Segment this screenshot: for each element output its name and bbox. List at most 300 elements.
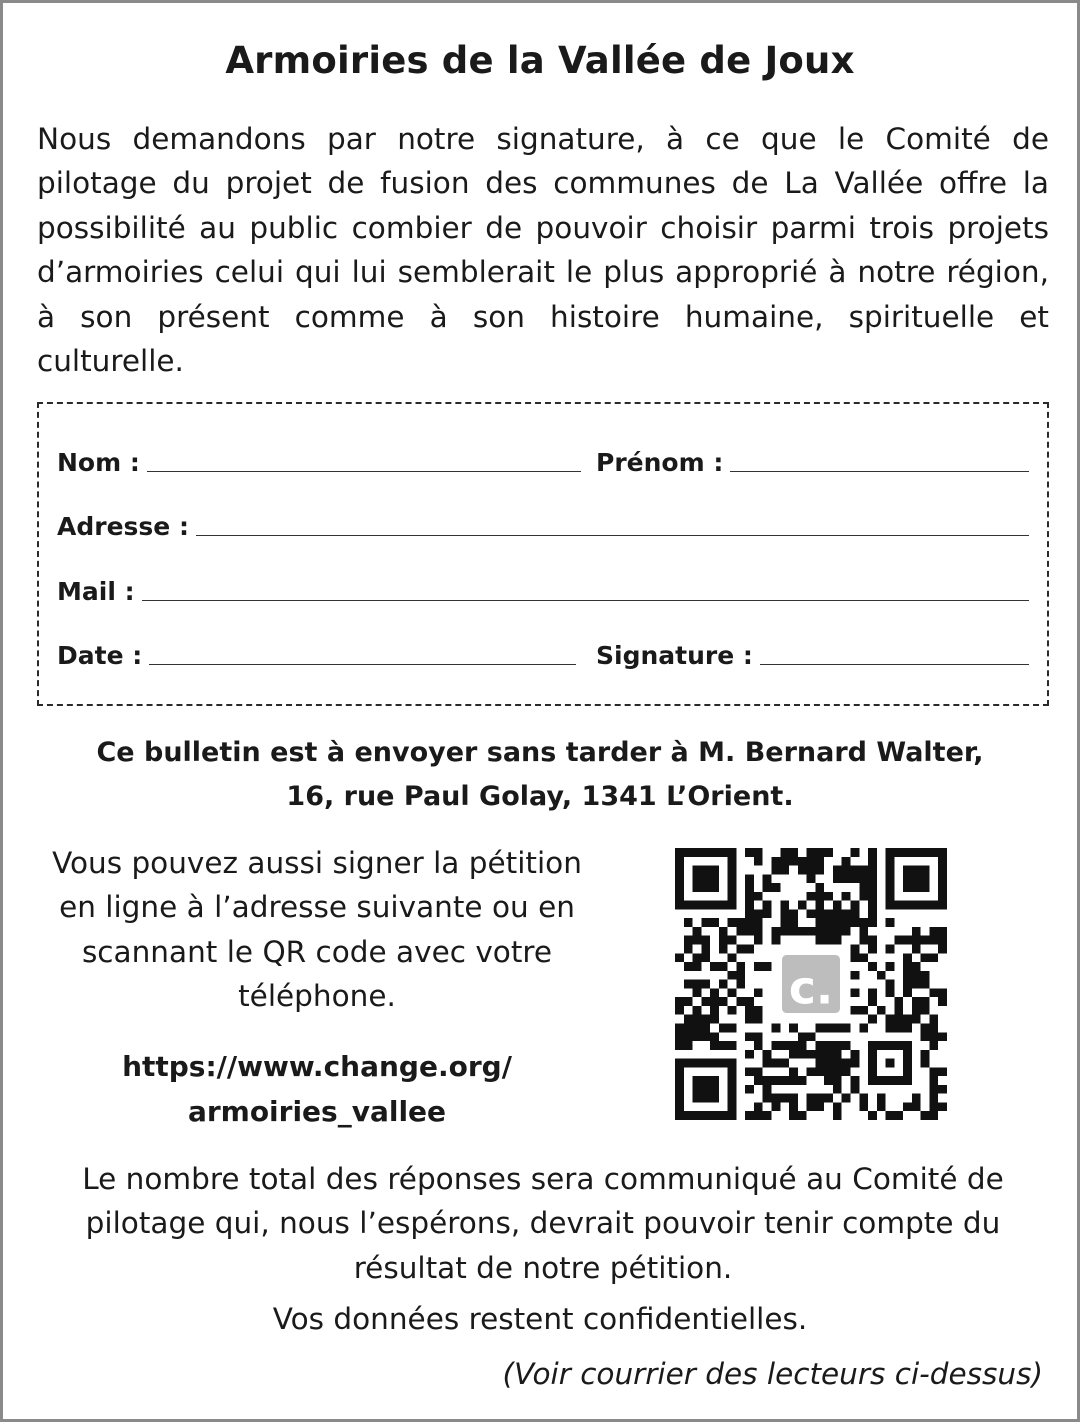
- qr-module: [719, 962, 728, 971]
- qr-module: [824, 936, 833, 945]
- qr-alignment-pattern: [868, 1041, 912, 1085]
- qr-module: [842, 866, 851, 875]
- qr-module: [859, 1102, 868, 1111]
- qr-module: [693, 980, 702, 989]
- qr-module: [701, 945, 710, 954]
- qr-module: [938, 936, 947, 945]
- qr-module: [850, 1059, 859, 1068]
- qr-module: [850, 874, 859, 883]
- qr-module: [675, 997, 684, 1006]
- qr-module: [807, 927, 816, 936]
- qr-module: [789, 1076, 798, 1085]
- qr-module: [780, 857, 789, 866]
- form-row-name: [57, 439, 1029, 479]
- qr-module: [710, 1041, 719, 1050]
- qr-module: [859, 874, 868, 883]
- qr-module: [745, 945, 754, 954]
- qr-module: [798, 1041, 807, 1050]
- qr-module: [807, 1102, 816, 1111]
- qr-module: [807, 1050, 816, 1059]
- qr-module: [938, 927, 947, 936]
- qr-module: [763, 1085, 772, 1094]
- qr-module: [912, 945, 921, 954]
- qr-module: [780, 1041, 789, 1050]
- date-field[interactable]: [57, 632, 576, 672]
- qr-module: [894, 936, 903, 945]
- qr-module: [850, 909, 859, 918]
- qr-module: [842, 857, 851, 866]
- qr-module: [780, 927, 789, 936]
- qr-module: [754, 1102, 763, 1111]
- qr-module: [745, 1006, 754, 1015]
- qr-module: [815, 857, 824, 866]
- qr-module: [815, 1041, 824, 1050]
- qr-module: [912, 971, 921, 980]
- closing-paragraph: Le nombre total des réponses sera communiqué au Comité de pilotage qui, nous l’espérons, devrait pouvoir tenir compte du résultat de notre pétition.: [82, 1162, 1004, 1285]
- qr-module: [754, 1006, 763, 1015]
- qr-module: [693, 988, 702, 997]
- qr-module: [842, 1023, 851, 1032]
- qr-module: [807, 1032, 816, 1041]
- qr-module: [850, 953, 859, 962]
- qr-module: [921, 971, 930, 980]
- qr-module: [929, 1032, 938, 1041]
- petition-url[interactable]: [43, 1044, 591, 1134]
- qr-module: [728, 936, 737, 945]
- nom-line[interactable]: [147, 471, 581, 472]
- qr-module: [833, 1102, 842, 1111]
- qr-module: [868, 866, 877, 875]
- qr-module: [701, 997, 710, 1006]
- qr-module: [763, 1111, 772, 1120]
- qr-module: [754, 1015, 763, 1024]
- qr-finder-top-left: [675, 848, 736, 909]
- qr-module: [701, 1032, 710, 1041]
- qr-module: [824, 1041, 833, 1050]
- signature-form: [37, 402, 1049, 706]
- qr-module: [745, 1085, 754, 1094]
- qr-module: [693, 936, 702, 945]
- qr-module: [859, 866, 868, 875]
- qr-module: [842, 1094, 851, 1103]
- qr-module: [763, 962, 772, 971]
- qr-module: [710, 997, 719, 1006]
- qr-module: [842, 927, 851, 936]
- qr-module: [772, 1076, 781, 1085]
- qr-module: [772, 927, 781, 936]
- qr-module: [824, 918, 833, 927]
- qr-module: [929, 1041, 938, 1050]
- qr-module: [842, 1067, 851, 1076]
- qr-module: [929, 953, 938, 962]
- qr-module: [929, 988, 938, 997]
- qr-module: [868, 945, 877, 954]
- qr-module: [728, 953, 737, 962]
- qr-module: [675, 1032, 684, 1041]
- qr-module: [929, 1094, 938, 1103]
- qr-module: [772, 936, 781, 945]
- qr-module: [859, 927, 868, 936]
- qr-module: [736, 997, 745, 1006]
- qr-module: [728, 971, 737, 980]
- qr-module: [710, 962, 719, 971]
- qr-module: [684, 962, 693, 971]
- qr-module: [736, 918, 745, 927]
- qr-module: [763, 1050, 772, 1059]
- qr-module: [850, 1085, 859, 1094]
- qr-module: [815, 901, 824, 910]
- qr-module: [903, 953, 912, 962]
- qr-module: [868, 909, 877, 918]
- qr-module: [754, 857, 763, 866]
- qr-module: [693, 1023, 702, 1032]
- qr-module: [903, 1102, 912, 1111]
- qr-module: [938, 945, 947, 954]
- form-row-mail: [57, 568, 1029, 608]
- qr-module: [850, 901, 859, 910]
- qr-module: [754, 927, 763, 936]
- petition-url-line-2[interactable]: armoiries_vallee: [187, 1095, 447, 1128]
- qr-module: [833, 1085, 842, 1094]
- qr-module: [780, 866, 789, 875]
- qr-module: [824, 909, 833, 918]
- mailing-instructions: [3, 731, 1077, 819]
- qr-module: [903, 980, 912, 989]
- signature-line[interactable]: [760, 664, 1029, 665]
- qr-module: [745, 1111, 754, 1120]
- qr-module: [886, 945, 895, 954]
- qr-module: [763, 874, 772, 883]
- qr-module: [693, 1032, 702, 1041]
- qr-module: [868, 848, 877, 857]
- qr-module: [728, 1023, 737, 1032]
- qr-module: [798, 1050, 807, 1059]
- qr-module: [701, 918, 710, 927]
- qr-module: [938, 988, 947, 997]
- qr-module: [719, 1041, 728, 1050]
- qr-module: [798, 1032, 807, 1041]
- qr-module: [815, 883, 824, 892]
- qr-module: [868, 901, 877, 910]
- qr-module: [736, 962, 745, 971]
- qr-module: [789, 848, 798, 857]
- qr-module: [824, 1067, 833, 1076]
- qr-module: [684, 1023, 693, 1032]
- qr-module: [701, 1023, 710, 1032]
- qr-module: [824, 927, 833, 936]
- qr-module: [745, 1032, 754, 1041]
- qr-module: [886, 1015, 895, 1024]
- qr-module: [772, 857, 781, 866]
- qr-module: [929, 1111, 938, 1120]
- qr-module: [929, 1015, 938, 1024]
- qr-module: [815, 1094, 824, 1103]
- qr-module: [824, 892, 833, 901]
- qr-module: [877, 1006, 886, 1015]
- qr-module: [921, 936, 930, 945]
- qr-module: [745, 883, 754, 892]
- qr-module: [921, 1006, 930, 1015]
- qr-module: [719, 927, 728, 936]
- qr-module: [815, 1050, 824, 1059]
- qr-module: [886, 962, 895, 971]
- qr-module: [745, 1015, 754, 1024]
- qr-module: [850, 971, 859, 980]
- qr-module: [815, 927, 824, 936]
- qr-module: [859, 953, 868, 962]
- qr-module: [754, 848, 763, 857]
- qr-module: [684, 936, 693, 945]
- qr-module: [807, 1094, 816, 1103]
- qr-module: [789, 927, 798, 936]
- qr-module: [859, 1094, 868, 1103]
- qr-module: [789, 1041, 798, 1050]
- qr-module: [815, 1102, 824, 1111]
- qr-module: [815, 1067, 824, 1076]
- qr-module: [921, 1032, 930, 1041]
- qr-module: [807, 848, 816, 857]
- qr-module: [728, 1041, 737, 1050]
- qr-module: [850, 1006, 859, 1015]
- qr-module: [815, 892, 824, 901]
- qr-module: [833, 874, 842, 883]
- qr-module: [912, 1015, 921, 1024]
- qr-module: [815, 918, 824, 927]
- prenom-label: Prénom :: [596, 448, 724, 477]
- qr-module: [912, 1006, 921, 1015]
- date-line[interactable]: [149, 664, 576, 665]
- qr-module: [868, 997, 877, 1006]
- qr-module: [780, 848, 789, 857]
- prenom-line[interactable]: [730, 471, 1029, 472]
- qr-module: [754, 909, 763, 918]
- qr-module: [693, 953, 702, 962]
- qr-module: [921, 953, 930, 962]
- qr-module: [789, 1067, 798, 1076]
- qr-module: [754, 1041, 763, 1050]
- qr-module: [710, 1032, 719, 1041]
- qr-module: [894, 1023, 903, 1032]
- qr-module: [903, 1015, 912, 1024]
- mail-field[interactable]: [57, 568, 1029, 608]
- qr-module: [701, 1015, 710, 1024]
- qr-module: [815, 909, 824, 918]
- qr-module: [929, 1085, 938, 1094]
- qr-module: [789, 1050, 798, 1059]
- qr-module: [798, 1076, 807, 1085]
- qr-module: [719, 936, 728, 945]
- qr-module: [903, 936, 912, 945]
- qr-module: [903, 962, 912, 971]
- qr-module: [745, 848, 754, 857]
- adresse-field[interactable]: [57, 503, 1029, 543]
- qr-module: [772, 1023, 781, 1032]
- qr-module: [859, 936, 868, 945]
- mail-line[interactable]: [142, 600, 1029, 601]
- qr-module: [745, 997, 754, 1006]
- qr-module: [833, 1076, 842, 1085]
- qr-module: [684, 1032, 693, 1041]
- qr-module: [833, 1111, 842, 1120]
- qr-module: [929, 936, 938, 945]
- qr-module: [929, 1023, 938, 1032]
- qr-module: [719, 1023, 728, 1032]
- qr-module: [807, 857, 816, 866]
- qr-module: [772, 866, 781, 875]
- qr-module: [921, 997, 930, 1006]
- qr-module: [912, 927, 921, 936]
- qr-module: [824, 1076, 833, 1085]
- qr-module: [894, 1006, 903, 1015]
- qr-finder-top-right: [886, 848, 947, 909]
- qr-module: [912, 1094, 921, 1103]
- qr-module: [675, 1023, 684, 1032]
- nom-field[interactable]: [57, 439, 581, 479]
- qr-module: [921, 1023, 930, 1032]
- qr-module: [710, 1006, 719, 1015]
- qr-module: [710, 988, 719, 997]
- qr-module: [815, 848, 824, 857]
- qr-module: [807, 866, 816, 875]
- qr-module: [745, 1067, 754, 1076]
- qr-module: [850, 945, 859, 954]
- qr-module: [921, 980, 930, 989]
- qr-module: [763, 1059, 772, 1068]
- qr-module: [859, 883, 868, 892]
- signature-label: Signature :: [596, 641, 753, 670]
- qr-module: [763, 901, 772, 910]
- qr-module: [938, 1067, 947, 1076]
- qr-module: [842, 1041, 851, 1050]
- qr-module: [710, 1015, 719, 1024]
- form-row-address: [57, 503, 1029, 543]
- qr-module: [780, 1076, 789, 1085]
- qr-module: [868, 936, 877, 945]
- qr-module: [833, 1023, 842, 1032]
- qr-module: [754, 1067, 763, 1076]
- prenom-field[interactable]: [596, 439, 1029, 479]
- qr-module: [693, 962, 702, 971]
- qr-module: [824, 848, 833, 857]
- nom-label: Nom :: [57, 448, 140, 477]
- qr-module: [789, 918, 798, 927]
- qr-module: [684, 945, 693, 954]
- qr-module: [772, 1102, 781, 1111]
- qr-module: [842, 892, 851, 901]
- qr-module: [754, 1111, 763, 1120]
- qr-module: [754, 962, 763, 971]
- qr-module: [675, 953, 684, 962]
- qr-module: [745, 901, 754, 910]
- qr-module: [745, 918, 754, 927]
- qr-module: [833, 927, 842, 936]
- qr-module: [754, 1076, 763, 1085]
- qr-module: [693, 1006, 702, 1015]
- qr-module: [684, 1015, 693, 1024]
- qr-module: [929, 1067, 938, 1076]
- qr-module: [886, 988, 895, 997]
- qr-module: [754, 1032, 763, 1041]
- petition-url-line-1[interactable]: https://www.change.org/: [122, 1050, 512, 1083]
- qr-module: [886, 980, 895, 989]
- qr-module: [728, 988, 737, 997]
- qr-module: [736, 971, 745, 980]
- qr-module: [780, 1094, 789, 1103]
- qr-module: [842, 918, 851, 927]
- qr-module: [833, 866, 842, 875]
- qr-module: [894, 997, 903, 1006]
- confidentiality-note: Vos données restent confidentielles.: [272, 1302, 808, 1336]
- qr-module: [763, 1094, 772, 1103]
- qr-code[interactable]: [675, 848, 947, 1120]
- qr-module: [780, 909, 789, 918]
- qr-module: [886, 918, 895, 927]
- qr-module: [736, 980, 745, 989]
- qr-module: [868, 892, 877, 901]
- form-row-date: [57, 632, 1029, 672]
- qr-module: [938, 1102, 947, 1111]
- qr-module: [903, 971, 912, 980]
- qr-module: [780, 918, 789, 927]
- qr-module: [842, 909, 851, 918]
- qr-module: [710, 918, 719, 927]
- online-instructions: Vous pouvez aussi signer la pétition en ligne à l’adresse suivante ou en scannant le QR code avec votre téléphone.: [52, 846, 582, 1013]
- qr-module: [833, 1067, 842, 1076]
- qr-module: [798, 866, 807, 875]
- qr-module: [850, 1076, 859, 1085]
- qr-module: [868, 918, 877, 927]
- qr-module: [684, 980, 693, 989]
- qr-module: [789, 1023, 798, 1032]
- qr-module: [894, 1111, 903, 1120]
- qr-module: [763, 909, 772, 918]
- qr-module: [868, 962, 877, 971]
- qr-module: [789, 1094, 798, 1103]
- qr-module: [693, 927, 702, 936]
- qr-module: [701, 953, 710, 962]
- qr-module: [929, 1076, 938, 1085]
- qr-module: [798, 857, 807, 866]
- qr-module: [938, 1032, 947, 1041]
- qr-module: [807, 909, 816, 918]
- qr-module: [903, 1023, 912, 1032]
- qr-module: [833, 1059, 842, 1068]
- qr-module: [754, 892, 763, 901]
- qr-module: [921, 1050, 930, 1059]
- qr-module: [745, 909, 754, 918]
- page-title: Armoiries de la Vallée de Joux: [225, 39, 855, 82]
- qr-module: [912, 997, 921, 1006]
- qr-module: [780, 1059, 789, 1068]
- qr-module: [754, 918, 763, 927]
- date-label: Date :: [57, 641, 143, 670]
- qr-module: [886, 1111, 895, 1120]
- qr-module: [842, 1059, 851, 1068]
- qr-module: [850, 918, 859, 927]
- qr-module: [780, 901, 789, 910]
- qr-module: [850, 866, 859, 875]
- adresse-line[interactable]: [196, 535, 1029, 536]
- qr-module: [754, 988, 763, 997]
- qr-module: [728, 1006, 737, 1015]
- qr-module: [807, 874, 816, 883]
- qr-module: [859, 892, 868, 901]
- qr-module: [938, 1085, 947, 1094]
- qr-module: [719, 980, 728, 989]
- signature-field[interactable]: [596, 632, 1029, 672]
- mail-label: Mail :: [57, 577, 135, 606]
- qr-module: [877, 1102, 886, 1111]
